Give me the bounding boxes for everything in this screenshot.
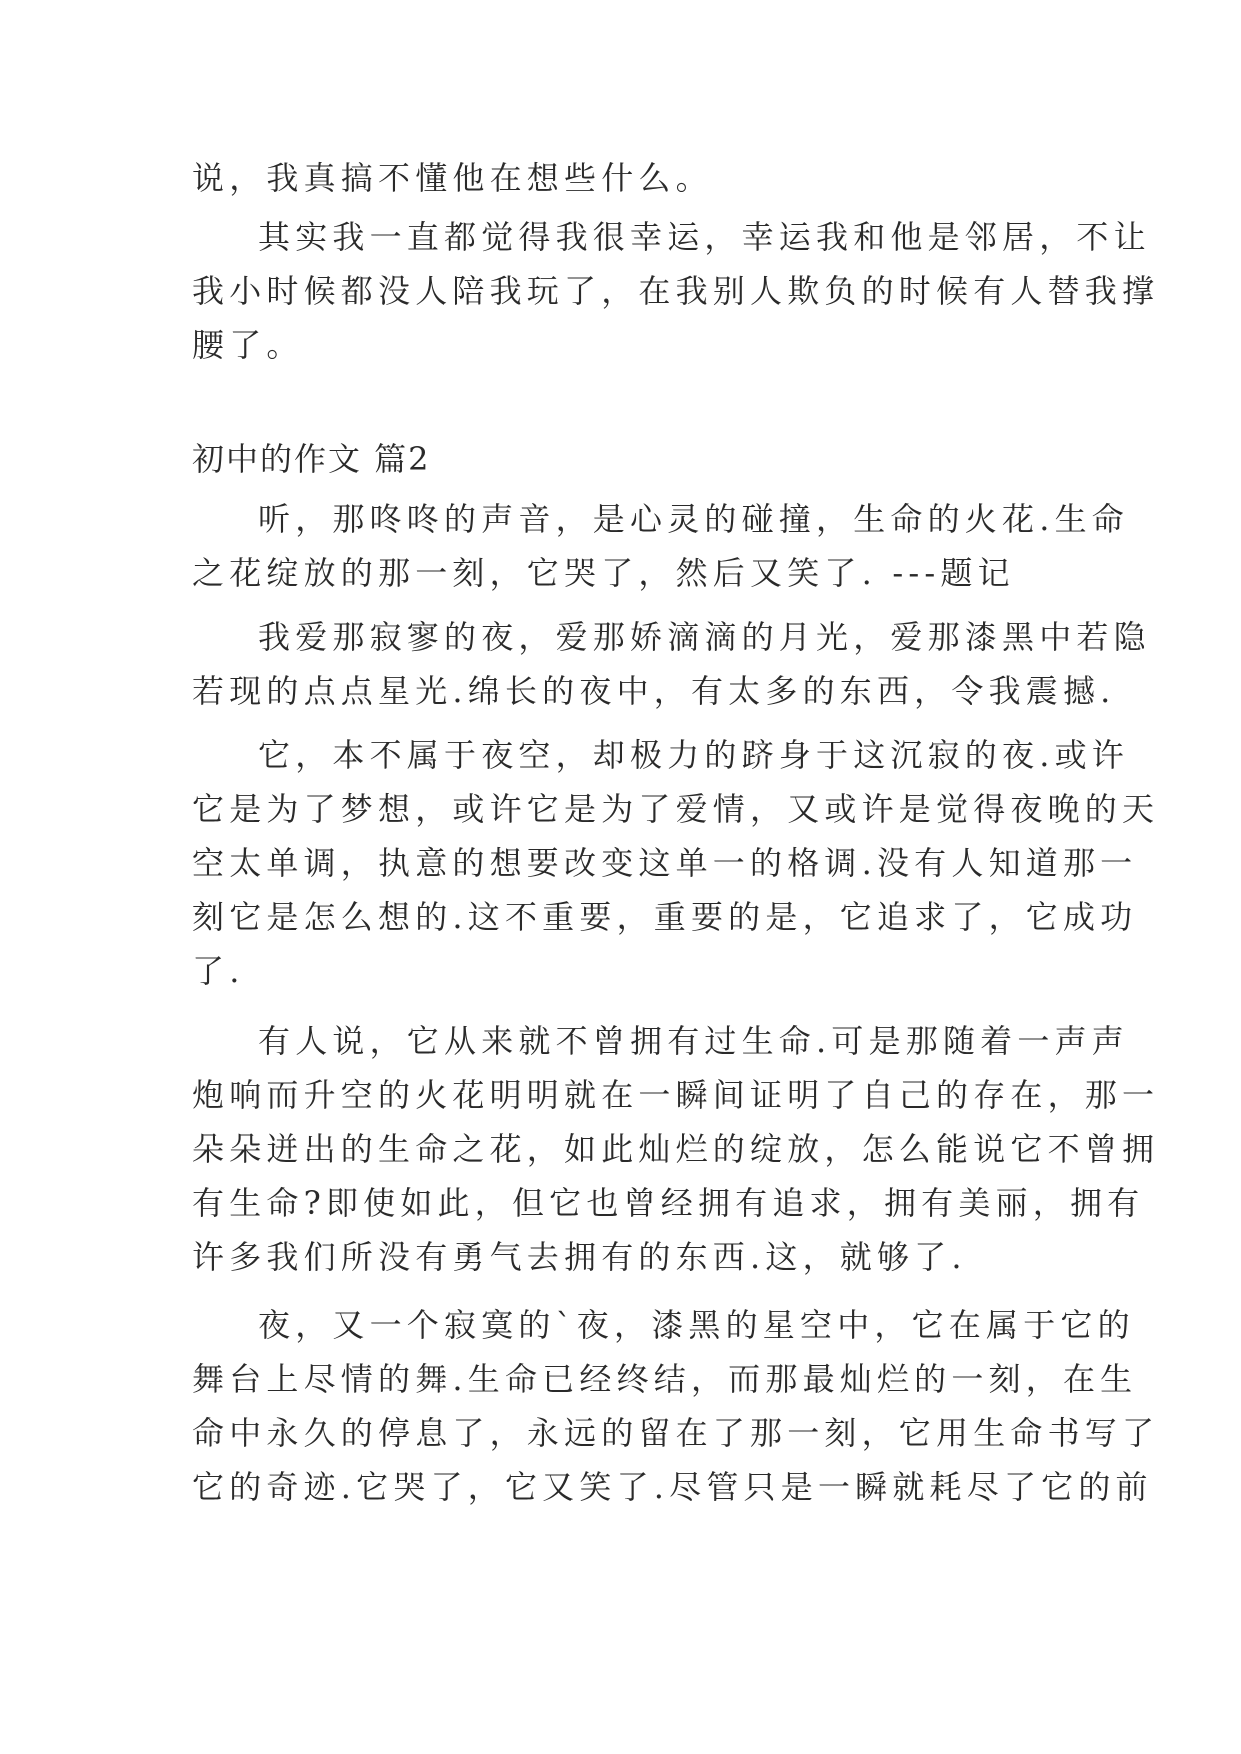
- paragraph-first-line: 听，那咚咚的声音，是心灵的碰撞，生命的火花.生命: [258, 500, 1129, 538]
- text-line: 它的奇迹.它哭了，它又笑了.尽管只是一瞬就耗尽了它的前: [192, 1468, 1153, 1506]
- text-line: 之花绽放的那一刻，它哭了，然后又笑了. ---题记: [192, 554, 1015, 592]
- text-line: 许多我们所没有勇气去拥有的东西.这，就够了.: [192, 1238, 967, 1276]
- text-line: 我小时候都没人陪我玩了，在我别人欺负的时候有人替我撑: [192, 272, 1160, 310]
- text-line: 说，我真搞不懂他在想些什么。: [192, 159, 713, 197]
- text-line: 腰了。: [192, 326, 304, 364]
- text-line: 有生命?即使如此，但它也曾经拥有追求，拥有美丽，拥有: [192, 1184, 1145, 1222]
- paragraph-first-line: 其实我一直都觉得我很幸运，幸运我和他是邻居，不让: [258, 218, 1151, 256]
- text-line: 炮响而升空的火花明明就在一瞬间证明了自己的存在，那一: [192, 1076, 1160, 1114]
- text-line: 刻它是怎么想的.这不重要，重要的是，它追求了，它成功: [192, 898, 1138, 936]
- text-line: 它是为了梦想，或许它是为了爱情，又或许是觉得夜晚的天: [192, 790, 1160, 828]
- paragraph-first-line: 夜，又一个寂寞的`夜，漆黑的星空中，它在属于它的: [258, 1306, 1135, 1344]
- paragraph-first-line: 有人说，它从来就不曾拥有过生命.可是那随着一声声: [258, 1022, 1129, 1060]
- paragraph-first-line: 我爱那寂寥的夜，爱那娇滴滴的月光，爱那漆黑中若隐: [258, 618, 1151, 656]
- text-line: 命中永久的停息了，永远的留在了那一刻，它用生命书写了: [192, 1414, 1160, 1452]
- text-line: 舞台上尽情的舞.生命已经终结，而那最灿烂的一刻，在生: [192, 1360, 1138, 1398]
- text-line: 若现的点点星光.绵长的夜中，有太多的东西，令我震撼.: [192, 672, 1116, 710]
- text-line: 了.: [192, 952, 245, 990]
- paragraph-first-line: 它，本不属于夜空，却极力的跻身于这沉寂的夜.或许: [258, 736, 1129, 774]
- text-line: 空太单调，执意的想要改变这单一的格调.没有人知道那一: [192, 844, 1138, 882]
- text-line: 朵朵迸出的生命之花，如此灿烂的绽放，怎么能说它不曾拥: [192, 1130, 1160, 1168]
- section-title: 初中的作文 篇2: [192, 440, 431, 478]
